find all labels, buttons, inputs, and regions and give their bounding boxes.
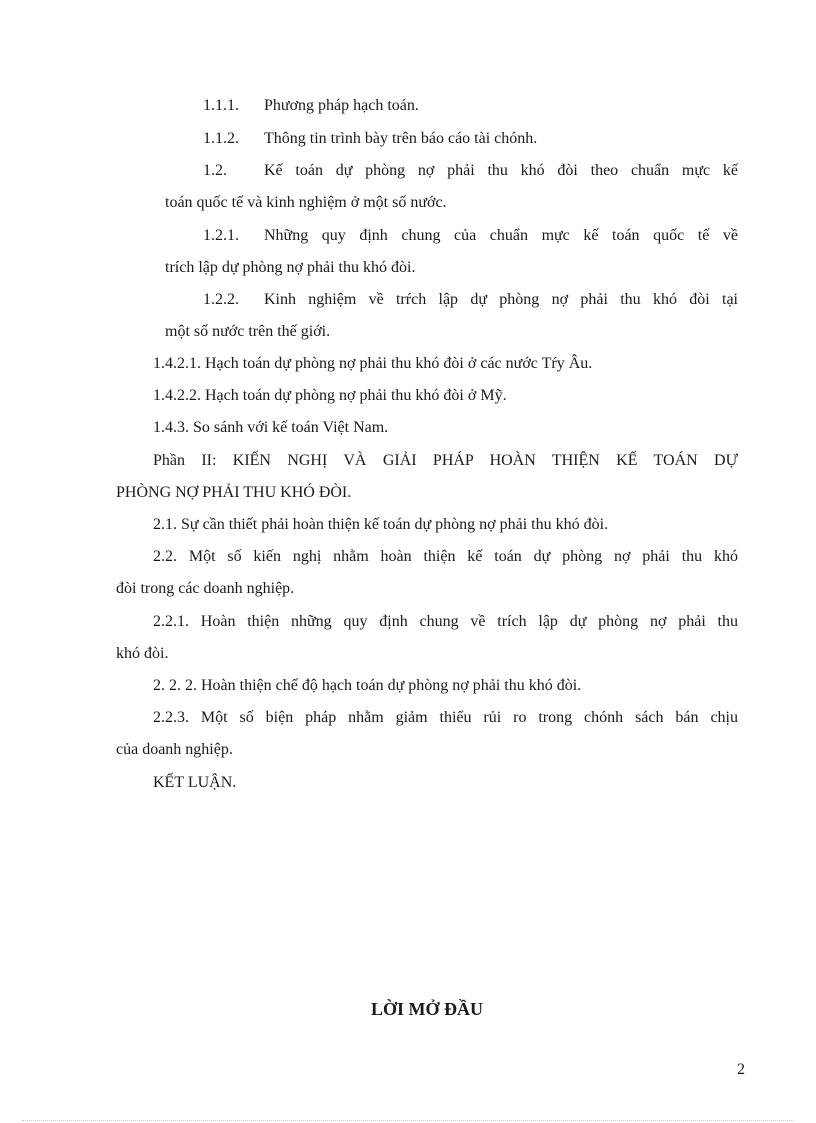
toc-entry-1-2-2	[203, 290, 738, 310]
toc-text: Kế toán dự phòng nợ phải thu khó đòi theo chuẩn mực kế	[264, 162, 738, 179]
toc-entry-1-1-2	[203, 129, 537, 149]
toc-entry-1-1-1	[203, 96, 419, 116]
toc-number: 1.1.2.	[203, 130, 239, 147]
toc-entry-conclusion: KẾT LUẬN.	[153, 774, 237, 791]
toc-number: 1.1.1.	[203, 97, 239, 114]
toc-number: 1.2.2.	[203, 291, 239, 308]
toc-entry-1-4-3: 1.4.3. So sánh với kế toán Việt Nam.	[153, 419, 389, 436]
page-number: 2	[737, 1061, 745, 1078]
toc-entry-2-2-2: 2. 2. 2. Hoàn thiện chế độ hạch toán dự phòng nợ phải thu khó đòi.	[153, 677, 582, 694]
toc-text: Những quy định chung của chuẩn mực kế toán quốc tế về	[264, 227, 738, 244]
toc-text: Thông tin trình bày trên báo cáo tài chónh.	[264, 130, 538, 147]
toc-entry-2-2-3: 2.2.3. Một số biện pháp nhằm giảm thiểu rủi ro trong chónh sách bán chịu	[153, 709, 738, 726]
toc-entry-1-4-2-1: 1.4.2.1. Hạch toán dự phòng nợ phải thu khó đòi ở các nước Tŕy Âu.	[153, 355, 593, 372]
toc-entry-2-2-1: 2.2.1. Hoàn thiện những quy định chung về trích lập dự phòng nợ phải thu	[153, 613, 738, 630]
toc-entry-2-1: 2.1. Sự cần thiết phải hoàn thiện kế toán dự phòng nợ phải thu khó đòi.	[153, 516, 609, 533]
toc-text-continuation: đòi trong các doanh nghiệp.	[116, 580, 295, 597]
toc-entry-1-2-1	[203, 226, 738, 246]
toc-text-continuation: toán quốc tế và kinh nghiệm ở một số nước.	[165, 194, 447, 211]
toc-text-continuation: PHÒNG NỢ PHẢI THU KHÓ ĐÒI.	[116, 484, 352, 501]
toc-text-continuation: của doanh nghiệp.	[116, 741, 233, 758]
toc-number: 1.2.1.	[203, 227, 239, 244]
toc-entry-part-2: Phần II: KIẾN NGHỊ VÀ GIẢI PHÁP HOÀN THIỆN KẾ TOÁN DỰ	[153, 452, 738, 469]
toc-number: 1.2.	[203, 162, 227, 179]
toc-entry-2-2: 2.2. Một số kiến nghị nhằm hoàn thiện kế toán dự phòng nợ phải thu khó	[153, 548, 738, 565]
toc-text-continuation: khó đòi.	[116, 645, 169, 662]
section-heading: LỜI MỞ ĐẦU	[371, 999, 483, 1019]
toc-text: Kinh nghiệm về trŕch lập dự phòng nợ phải thu khó đòi tại	[264, 291, 738, 308]
toc-text-continuation: trích lập dự phòng nợ phải thu khó đòi.	[165, 259, 416, 276]
toc-text: Phương pháp hạch toán.	[264, 97, 419, 114]
toc-text-continuation: một số nước trên thế giới.	[165, 323, 331, 340]
toc-entry-1-4-2-2: 1.4.2.2. Hạch toán dự phòng nợ phải thu khó đòi ở Mỹ.	[153, 387, 507, 404]
toc-entry-1-2	[203, 161, 738, 181]
page-bottom-border	[22, 1120, 794, 1121]
